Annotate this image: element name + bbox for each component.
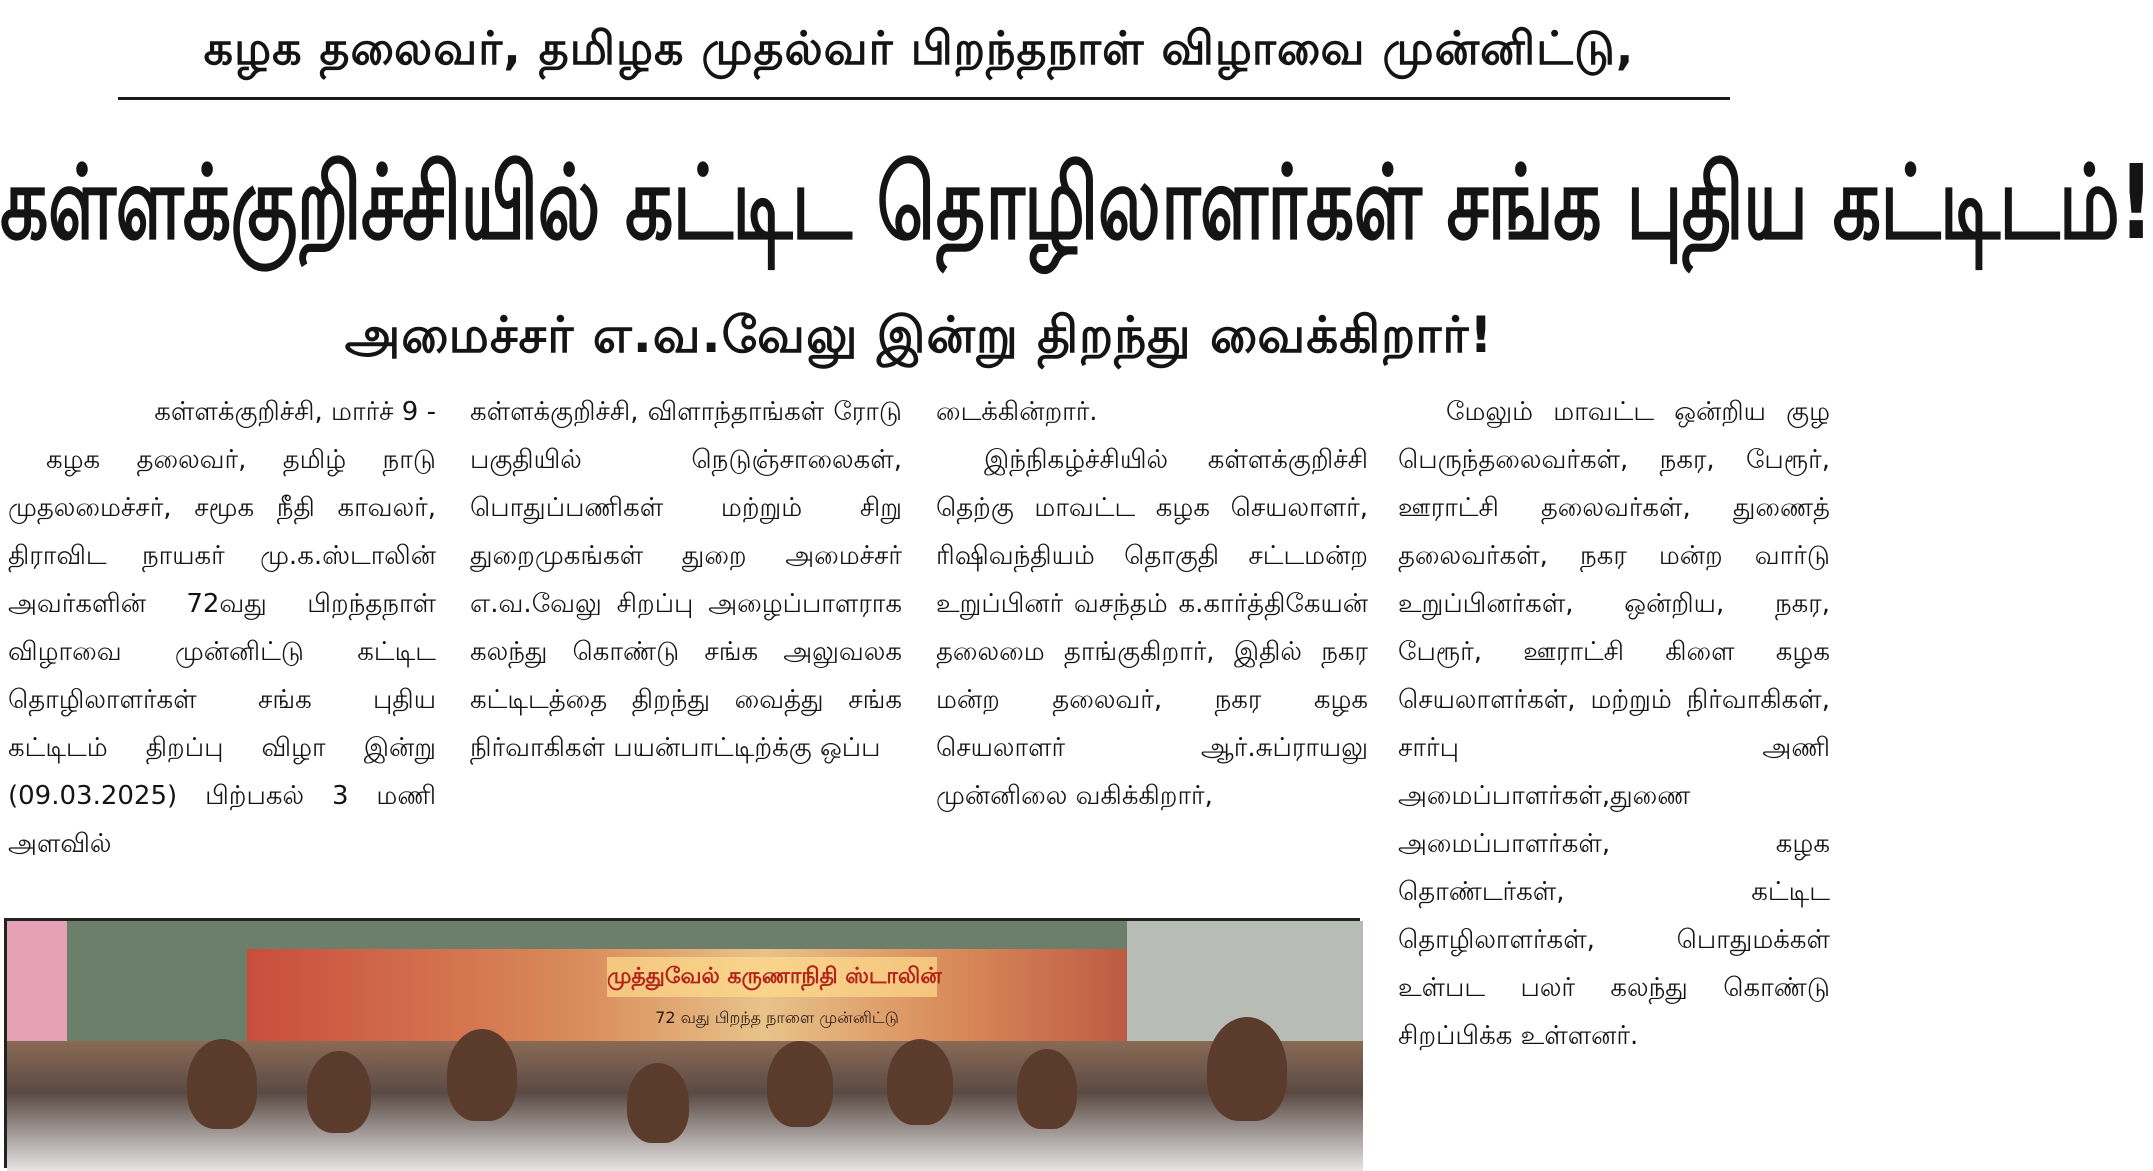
- article-column-3: [936, 388, 1368, 908]
- column-1-text: கழக தலைவர், தமிழ் நாடு முதலமைச்சர், சமூக நீதி காவலர், திராவிட நாயகர் மு.க.ஸ்டாலின் அவர்களின் 72வது பிறந்தநாள் விழாவை முன்னிட்டு கட்டிட தொழிலாளர்கள் சங்க புதிய கட்டிடம் திறப்பு விழா இன்று (09.03.2025) பிற்பகல் 3 மணி அளவில்: [8, 445, 436, 859]
- dateline: கள்ளக்குறிச்சி, மார்ச் 9 -: [154, 397, 436, 427]
- person-head: [447, 1029, 517, 1121]
- banner-name: முத்துவேல் கருணாநிதி ஸ்டாலின்: [607, 957, 937, 997]
- person-head: [1207, 1017, 1287, 1121]
- article-column-4: [1398, 388, 1830, 1150]
- column-3-text-1: டைக்கின்றார்.: [936, 397, 1098, 427]
- main-headline: கள்ளக்குறிச்சியில் கட்டிட தொழிலாளர்கள் சங்க புதிய கட்டிடம்!: [0, 142, 2153, 263]
- column-4-text: மேலும் மாவட்ட ஒன்றிய குழ பெருந்தலைவர்கள், நகர, பேரூர், ஊராட்சி தலைவர்கள், துணைத் தலைவர்கள், நகர மன்ற வார்டு உறுப்பினர்கள், ஒன்றிய, நகர, பேரூர், ஊராட்சி கிளை கழக செயலாளர்கள், மற்றும் நிர்வாகிகள், சார்பு அணி அமைப்பாளர்கள்,துணை அமைப்பாளர்கள், கழக தொண்டர்கள், கட்டிட தொழிலாளர்கள், பொதுமக்கள் உள்பட பலர் கலந்து கொண்டு சிறப்பிக்க உள்ளனர்.: [1398, 397, 1830, 1051]
- article-column-2: [470, 388, 902, 908]
- column-3-text-2: இந்நிகழ்ச்சியில் கள்ளக்குறிச்சி தெற்கு மாவட்ட கழக செயலாளர், ரிஷிவந்தியம் தொகுதி சட்டமன்ற உறுப்பினர் வசந்தம் க.கார்த்திகேயன் தலைமை தாங்குகிறார், இதில் நகர மன்ற தலைவர், நகர கழக செயலாளர் ஆர்.சுப்ராயலு முன்னிலை வகிக்கிறார்,: [936, 445, 1368, 811]
- sub-headline: அமைச்சர் எ.வ.வேலு இன்று திறந்து வைக்கிறார்!: [344, 306, 1494, 364]
- article-column-1: [8, 388, 436, 908]
- person-head: [1017, 1049, 1077, 1129]
- person-head: [187, 1039, 257, 1129]
- header-rule: [118, 97, 1730, 100]
- person-head: [887, 1039, 953, 1125]
- person-head: [307, 1051, 371, 1133]
- person-head: [627, 1063, 689, 1143]
- column-2-text: கள்ளக்குறிச்சி, விளாந்தாங்கள் ரோடு பகுதியில் நெடுஞ்சாலைகள், பொதுப்பணிகள் மற்றும் சிறு துறைமுகங்கள் துறை அமைச்சர் எ.வ.வேலு சிறப்பு அழைப்பாளராக கலந்து கொண்டு சங்க அலுவலக கட்டிடத்தை திறந்து வைத்து சங்க நிர்வாகிகள் பயன்பாட்டிற்க்கு ஒப்ப: [470, 397, 902, 763]
- kicker-headline: கழக தலைவர், தமிழக முதல்வர் பிறந்தநாள் விழாவை முன்னிட்டு,: [203, 21, 1635, 75]
- banner-line: 72 வது பிறந்த நாளை முன்னிட்டு: [655, 1008, 899, 1027]
- person-head: [767, 1041, 833, 1127]
- news-photo: [4, 918, 1360, 1168]
